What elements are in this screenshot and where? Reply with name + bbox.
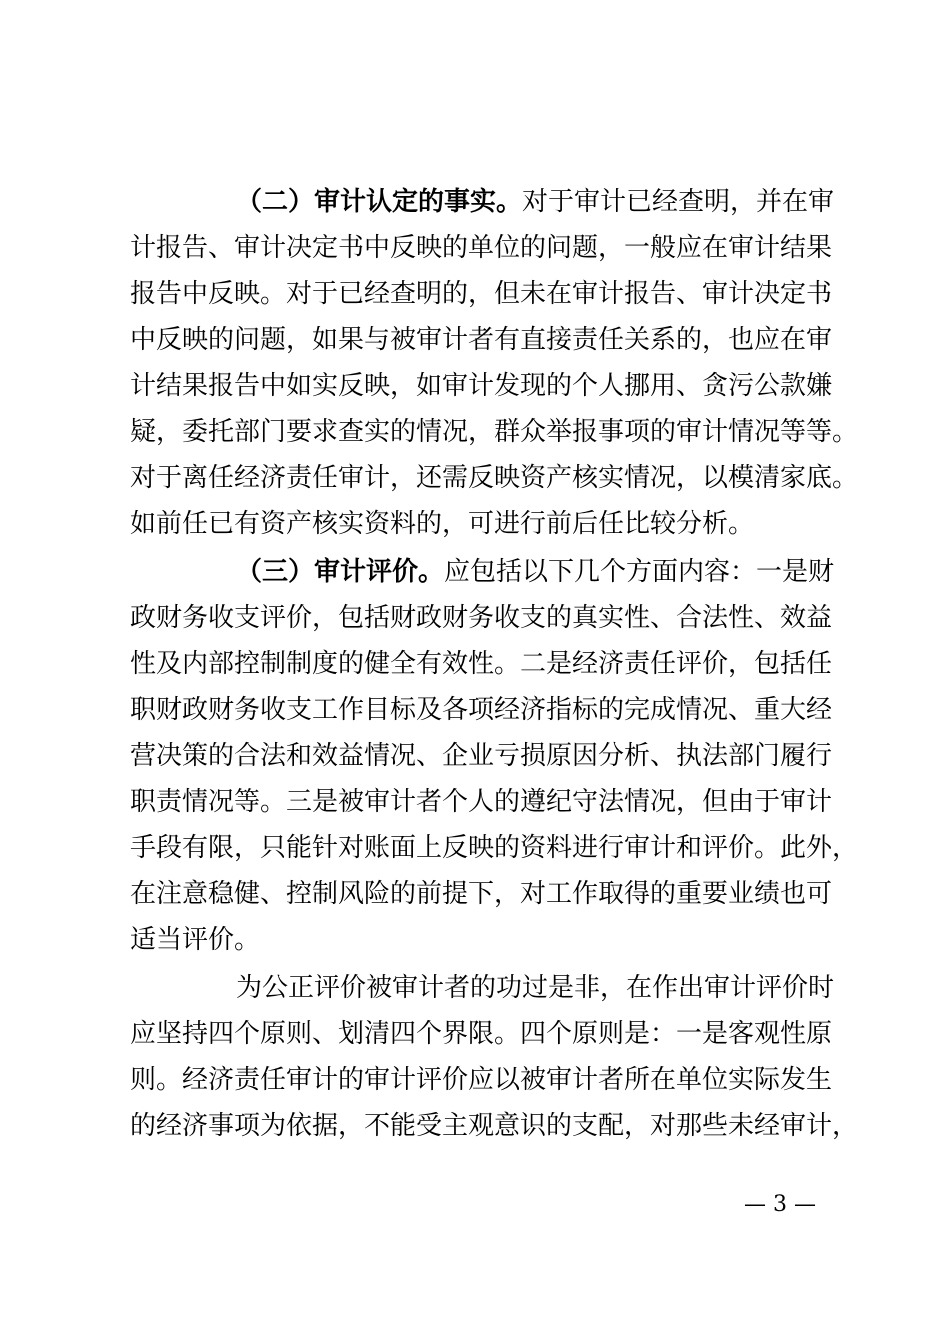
paragraph-line: 中反映的问题，如果与被审计者有直接责任关系的，也应在审 xyxy=(130,325,833,355)
paragraph-line: 计结果报告中如实反映，如审计发现的个人挪用、贪污公款嫌 xyxy=(130,371,833,401)
paragraph-line: 职财政财务收支工作目标及各项经济指标的完成情况、重大经 xyxy=(130,695,833,725)
paragraph-line: 计报告、审计决定书中反映的单位的问题，一般应在审计结果 xyxy=(130,233,833,263)
paragraph-line: 性及内部控制制度的健全有效性。二是经济责任评价，包括任 xyxy=(130,649,833,679)
paragraph-line xyxy=(236,552,835,592)
section-heading: （二）审计认定的事实。 xyxy=(236,187,523,217)
paragraph-line: 职责情况等。三是被审计者个人的遵纪守法情况，但由于审计 xyxy=(130,787,833,817)
paragraph-line: 应坚持四个原则、划清四个界限。四个原则是：一是客观性原 xyxy=(130,1019,833,1049)
paragraph-line: 手段有限，只能针对账面上反映的资料进行审计和评价。此外， xyxy=(130,833,859,863)
paragraph-line: 为公正评价被审计者的功过是非，在作出审计评价时 xyxy=(236,973,835,1003)
section-heading: （三）审计评价。 xyxy=(236,557,445,587)
paragraph-line: 疑，委托部门要求查实的情况，群众举报事项的审计情况等等。 xyxy=(130,417,859,447)
paragraph-line: 报告中反映。对于已经查明的，但未在审计报告、审计决定书 xyxy=(130,279,833,309)
paragraph-line: 适当评价。 xyxy=(130,925,261,955)
page-number: — 3 — xyxy=(744,1192,816,1217)
paragraph-line: 政财务收支评价，包括财政财务收支的真实性、合法性、效益 xyxy=(130,603,833,633)
paragraph-text: 对于审计已经查明，并在审 xyxy=(522,187,835,217)
paragraph-line: 则。经济责任审计的审计评价应以被审计者所在单位实际发生 xyxy=(130,1065,833,1095)
paragraph-line: 的经济事项为依据，不能受主观意识的支配，对那些未经审计， xyxy=(130,1111,859,1141)
paragraph-line: 营决策的合法和效益情况、企业亏损原因分析、执法部门履行 xyxy=(130,741,833,771)
paragraph-text: 应包括以下几个方面内容：一是财 xyxy=(444,557,835,587)
paragraph-line: 在注意稳健、控制风险的前提下，对工作取得的重要业绩也可 xyxy=(130,879,833,909)
paragraph-line xyxy=(236,182,835,222)
paragraph-line: 如前任已有资产核实资料的，可进行前后任比较分析。 xyxy=(130,509,755,539)
paragraph-line: 对于离任经济责任审计，还需反映资产核实情况，以模清家底。 xyxy=(130,463,859,493)
